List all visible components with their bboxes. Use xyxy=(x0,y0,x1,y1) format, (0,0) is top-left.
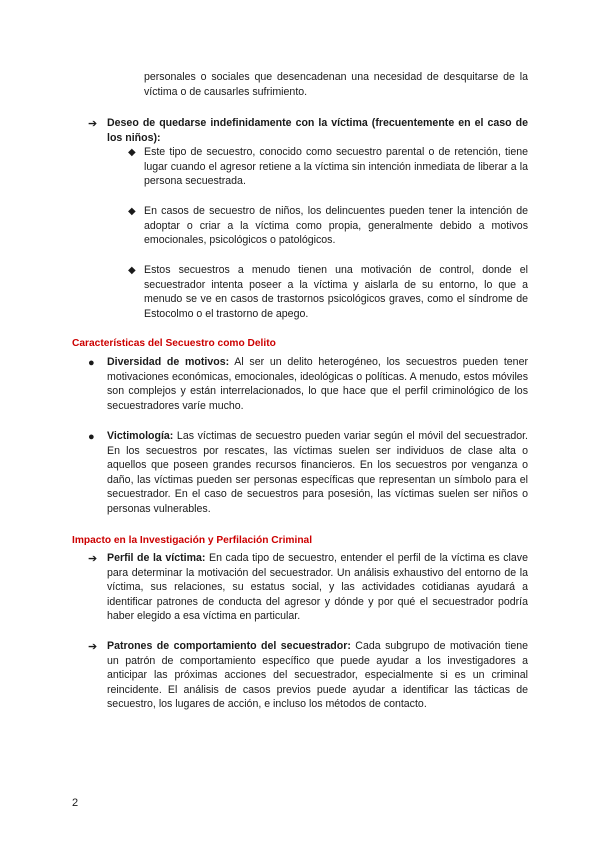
dot-bullet-icon: ● xyxy=(88,357,95,369)
deseo-item: Estos secuestros a menudo tienen una motivación de control, donde el secuestrador intenta poseer a la víctima y aislarla de su entorno, lo que a menudo se ve en casos de trastornos psicológicos graves, como el síndrome de Estocolmo o el trastorno de apego. xyxy=(144,264,528,320)
item-label: Victimología: xyxy=(107,430,174,442)
caracteristicas-item xyxy=(107,429,528,517)
continuation-paragraph: personales o sociales que desencadenan una necesidad de desquitarse de la víctima o de causarles sufrimiento. xyxy=(144,71,528,98)
diamond-bullet-icon: ◆ xyxy=(128,206,136,217)
item-text: Cada subgrupo de motivación tiene un patrón de comportamiento específico que puede ayudar a los investigadores a anticipar las próximas acciones del secuestrador, especialmente si es un criminal reincidente. El análisis de casos previos puede ayudar a identificar las tácticas de secuestro, los lugares de acción, e incluso los métodos de contacto. xyxy=(107,640,528,711)
item-text: Al ser un delito heterogéneo, los secuestros pueden tener motivaciones económicas, emocionales, ideológicas o políticas. A menudo, estos móviles son complejos y están interrelacionados, lo que hace que el perfil criminológico de los secuestradores varíe mucho. xyxy=(107,356,528,412)
diamond-bullet-icon: ◆ xyxy=(128,265,136,276)
item-label: Patrones de comportamiento del secuestrador: xyxy=(107,640,351,652)
diamond-bullet-icon: ◆ xyxy=(128,147,136,158)
deseo-item: Este tipo de secuestro, conocido como secuestro parental o de retención, tiene lugar cuando el agresor retiene a la víctima sin intención inmediata de liberar a la persona secuestrada. xyxy=(144,146,528,188)
item-text: En cada tipo de secuestro, entender el perfil de la víctima es clave para determinar la motivación del secuestrador. Un análisis exhaustivo del entorno de la víctima, sus relaciones, su estatus social, y las actividades cotidianas ayudará a identificar patrones de conducta del agresor y dónde y por qué el secuestrador podría haber elegido a esa víctima en particular. xyxy=(107,552,528,623)
deseo-title: Deseo de quedarse indefinidamente con la víctima (frecuentemente en el caso de los niños): xyxy=(107,117,528,144)
item-label: Diversidad de motivos: xyxy=(107,356,230,368)
item-text: Las víctimas de secuestro pueden variar según el móvil del secuestrador. En los secuestros por rescates, las víctimas suelen ser individuos de clase alta o aquellos que poseen grandes recursos financieros. En los secuestros por venganza o daño, las víctimas pueden ser personas específicas que representan un símbolo para el secuestrador. En el caso de secuestros para posesión, las víctimas suelen ser niños o personas vulnerables. xyxy=(107,430,528,515)
arrow-bullet-icon: ➔ xyxy=(88,553,98,565)
impacto-item xyxy=(107,639,528,712)
dot-bullet-icon: ● xyxy=(88,431,95,443)
arrow-bullet-icon: ➔ xyxy=(88,641,98,653)
caracteristicas-item xyxy=(107,355,528,413)
impacto-item xyxy=(107,551,528,624)
item-label: Perfil de la víctima: xyxy=(107,552,206,564)
impacto-heading: Impacto en la Investigación y Perfilación Criminal xyxy=(72,535,313,546)
deseo-item: En casos de secuestro de niños, los delincuentes pueden tener la intención de adoptar o criar a la víctima como propia, generalmente debido a motivos emocionales, psicológicos o patológicos. xyxy=(144,205,528,247)
arrow-bullet-icon: ➔ xyxy=(88,118,98,130)
caracteristicas-heading: Características del Secuestro como Delito xyxy=(72,338,276,349)
page-number: 2 xyxy=(72,797,79,809)
